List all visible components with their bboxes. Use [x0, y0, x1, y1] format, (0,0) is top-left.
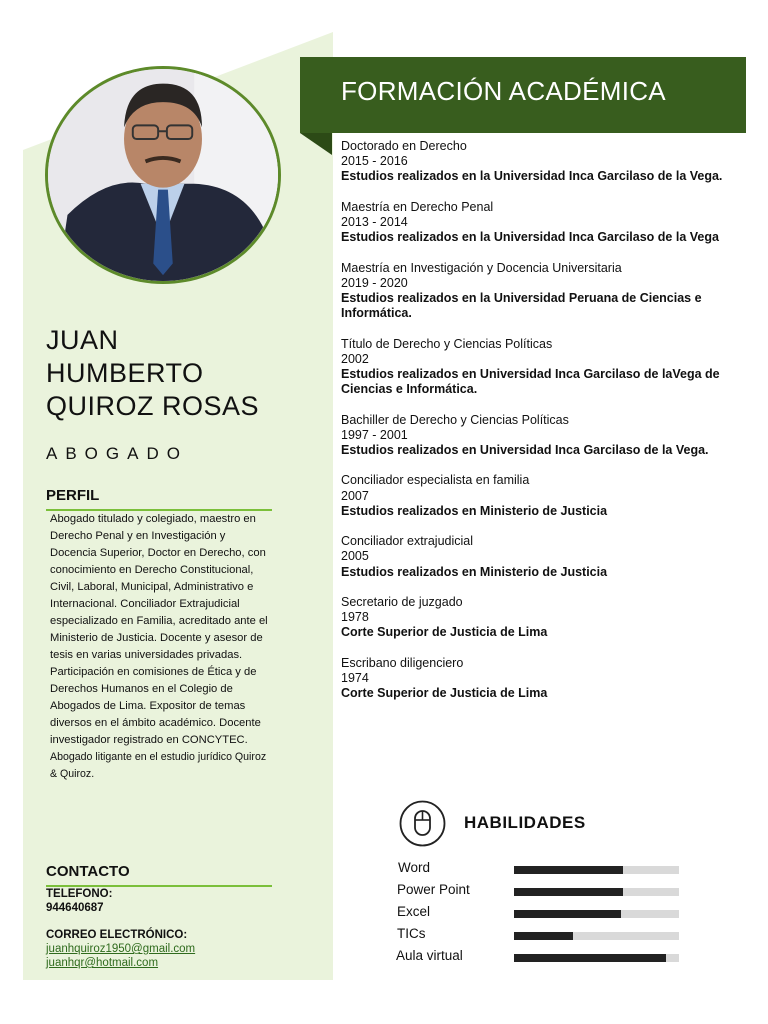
edu-degree: Conciliador extrajudicial	[341, 534, 474, 549]
edu-entry	[341, 656, 736, 702]
edu-detail: Estudios realizados en la Universidad Inca Garcilaso de la Vega	[341, 230, 719, 245]
formacion-list	[341, 139, 736, 717]
edu-years: 2005	[341, 549, 369, 564]
skill-item	[396, 948, 686, 968]
skill-label: Power Point	[397, 882, 470, 897]
skill-fill	[514, 910, 621, 918]
banner-fold	[300, 133, 332, 155]
edu-degree: Bachiller de Derecho y Ciencias Políticas	[341, 412, 569, 427]
edu-detail: Estudios realizados en la Universidad Peruana de Ciencias e Informática.	[341, 291, 702, 321]
skill-label: Excel	[397, 904, 431, 919]
skill-item	[396, 904, 686, 924]
edu-entry	[341, 473, 736, 519]
skill-fill	[514, 866, 623, 874]
name-line-3: QUIROZ ROSAS	[46, 391, 260, 421]
skill-fill	[514, 932, 573, 940]
skill-track	[514, 954, 679, 962]
edu-entry	[341, 413, 736, 459]
edu-degree: Doctorado en Derecho	[341, 139, 467, 153]
skill-fill	[514, 888, 623, 896]
edu-degree: Conciliador especialista en familia	[341, 473, 530, 488]
edu-entry	[341, 595, 736, 641]
full-name	[46, 324, 316, 423]
edu-years: 2019 - 2020	[341, 275, 408, 290]
skill-item	[396, 882, 686, 902]
edu-detail: Estudios realizados en Ministerio de Justicia	[341, 503, 608, 518]
skill-track	[514, 888, 679, 896]
edu-detail: Estudios realizados en Universidad Inca Garcilaso de la Vega.	[341, 443, 709, 457]
edu-entry	[341, 337, 736, 398]
edu-entry	[341, 261, 736, 322]
edu-degree: Maestría en Derecho Penal	[341, 199, 494, 214]
edu-detail: Corte Superior de Justicia de Lima	[341, 686, 548, 701]
skill-label: Word	[398, 860, 431, 875]
edu-entry	[341, 139, 736, 185]
skill-label: TICs	[397, 926, 426, 941]
perfil-main-text: Abogado titulado y colegiado, maestro en Derecho Penal y en Investigación y Docencia Superior, Doctor en Derecho, con conocimiento en Derecho Constitucional, Civil, Laboral, Municipal, Administrativo e Internacional. Conciliador Extrajudicial especializado en Familia, acreditado ante el Ministerio de Justicia. Docente y asesor de tesis en varias universidades privadas. Participación en comisiones de Ética y de Derechos Humanos en el Colegio de Abogados de Lima. Expositor de temas diversos en el ámbito académico. Docente investigador registrado en CONCYTEC.	[50, 513, 268, 746]
perfil-extra-text: Abogado litigante en el estudio jurídico Quiroz & Quiroz.	[50, 751, 267, 780]
email-label: CORREO ELECTRÓNICO:	[46, 929, 188, 941]
skill-track	[514, 932, 679, 940]
mouse-icon	[399, 800, 446, 847]
edu-detail: Estudios realizados en la Universidad Inca Garcilaso de la Vega.	[341, 169, 723, 184]
skill-label: Aula virtual	[396, 948, 463, 963]
edu-years: 2015 - 2016	[341, 154, 408, 169]
email-link-2[interactable]: juanhqr@hotmail.com	[46, 957, 159, 969]
email-link-1[interactable]: juanhquiroz1950@gmail.com	[46, 943, 196, 955]
email-block	[46, 928, 195, 970]
edu-degree: Secretario de juzgado	[341, 594, 463, 609]
edu-years: 1974	[341, 670, 369, 685]
edu-years: 2013 - 2014	[341, 215, 408, 229]
edu-entry	[341, 534, 736, 580]
skill-item	[396, 860, 686, 880]
phone-block	[46, 887, 112, 915]
skill-fill	[514, 954, 666, 962]
habilidades-heading: HABILIDADES	[464, 813, 586, 832]
edu-years: 1978	[341, 610, 369, 625]
edu-degree: Escribano diligenciero	[341, 655, 464, 670]
edu-degree: Maestría en Investigación y Docencia Universitaria	[341, 260, 622, 275]
phone-label: TELEFONO:	[46, 888, 113, 900]
edu-entry	[341, 200, 736, 246]
skill-item	[396, 926, 686, 946]
edu-detail: Estudios realizados en Universidad Inca Garcilaso de laVega de Ciencias e Informática.	[341, 367, 720, 397]
edu-years: 2007	[341, 488, 369, 503]
job-title: ABOGADO	[46, 444, 188, 463]
edu-detail: Estudios realizados en Ministerio de Justicia	[341, 564, 608, 579]
edu-degree: Título de Derecho y Ciencias Políticas	[341, 336, 553, 351]
edu-detail: Corte Superior de Justicia de Lima	[341, 625, 548, 640]
profile-photo	[45, 66, 281, 284]
phone-value: 944640687	[46, 902, 104, 914]
name-line-2: HUMBERTO	[46, 358, 204, 388]
edu-years: 2002	[341, 351, 369, 366]
name-line-1: JUAN	[46, 325, 119, 355]
formacion-heading: FORMACIÓN ACADÉMICA	[341, 76, 666, 106]
edu-years: 1997 - 2001	[341, 427, 408, 442]
perfil-text	[50, 511, 270, 783]
skill-track	[514, 910, 679, 918]
perfil-heading: PERFIL	[46, 487, 100, 504]
skill-track	[514, 866, 679, 874]
contacto-heading: CONTACTO	[46, 863, 130, 880]
